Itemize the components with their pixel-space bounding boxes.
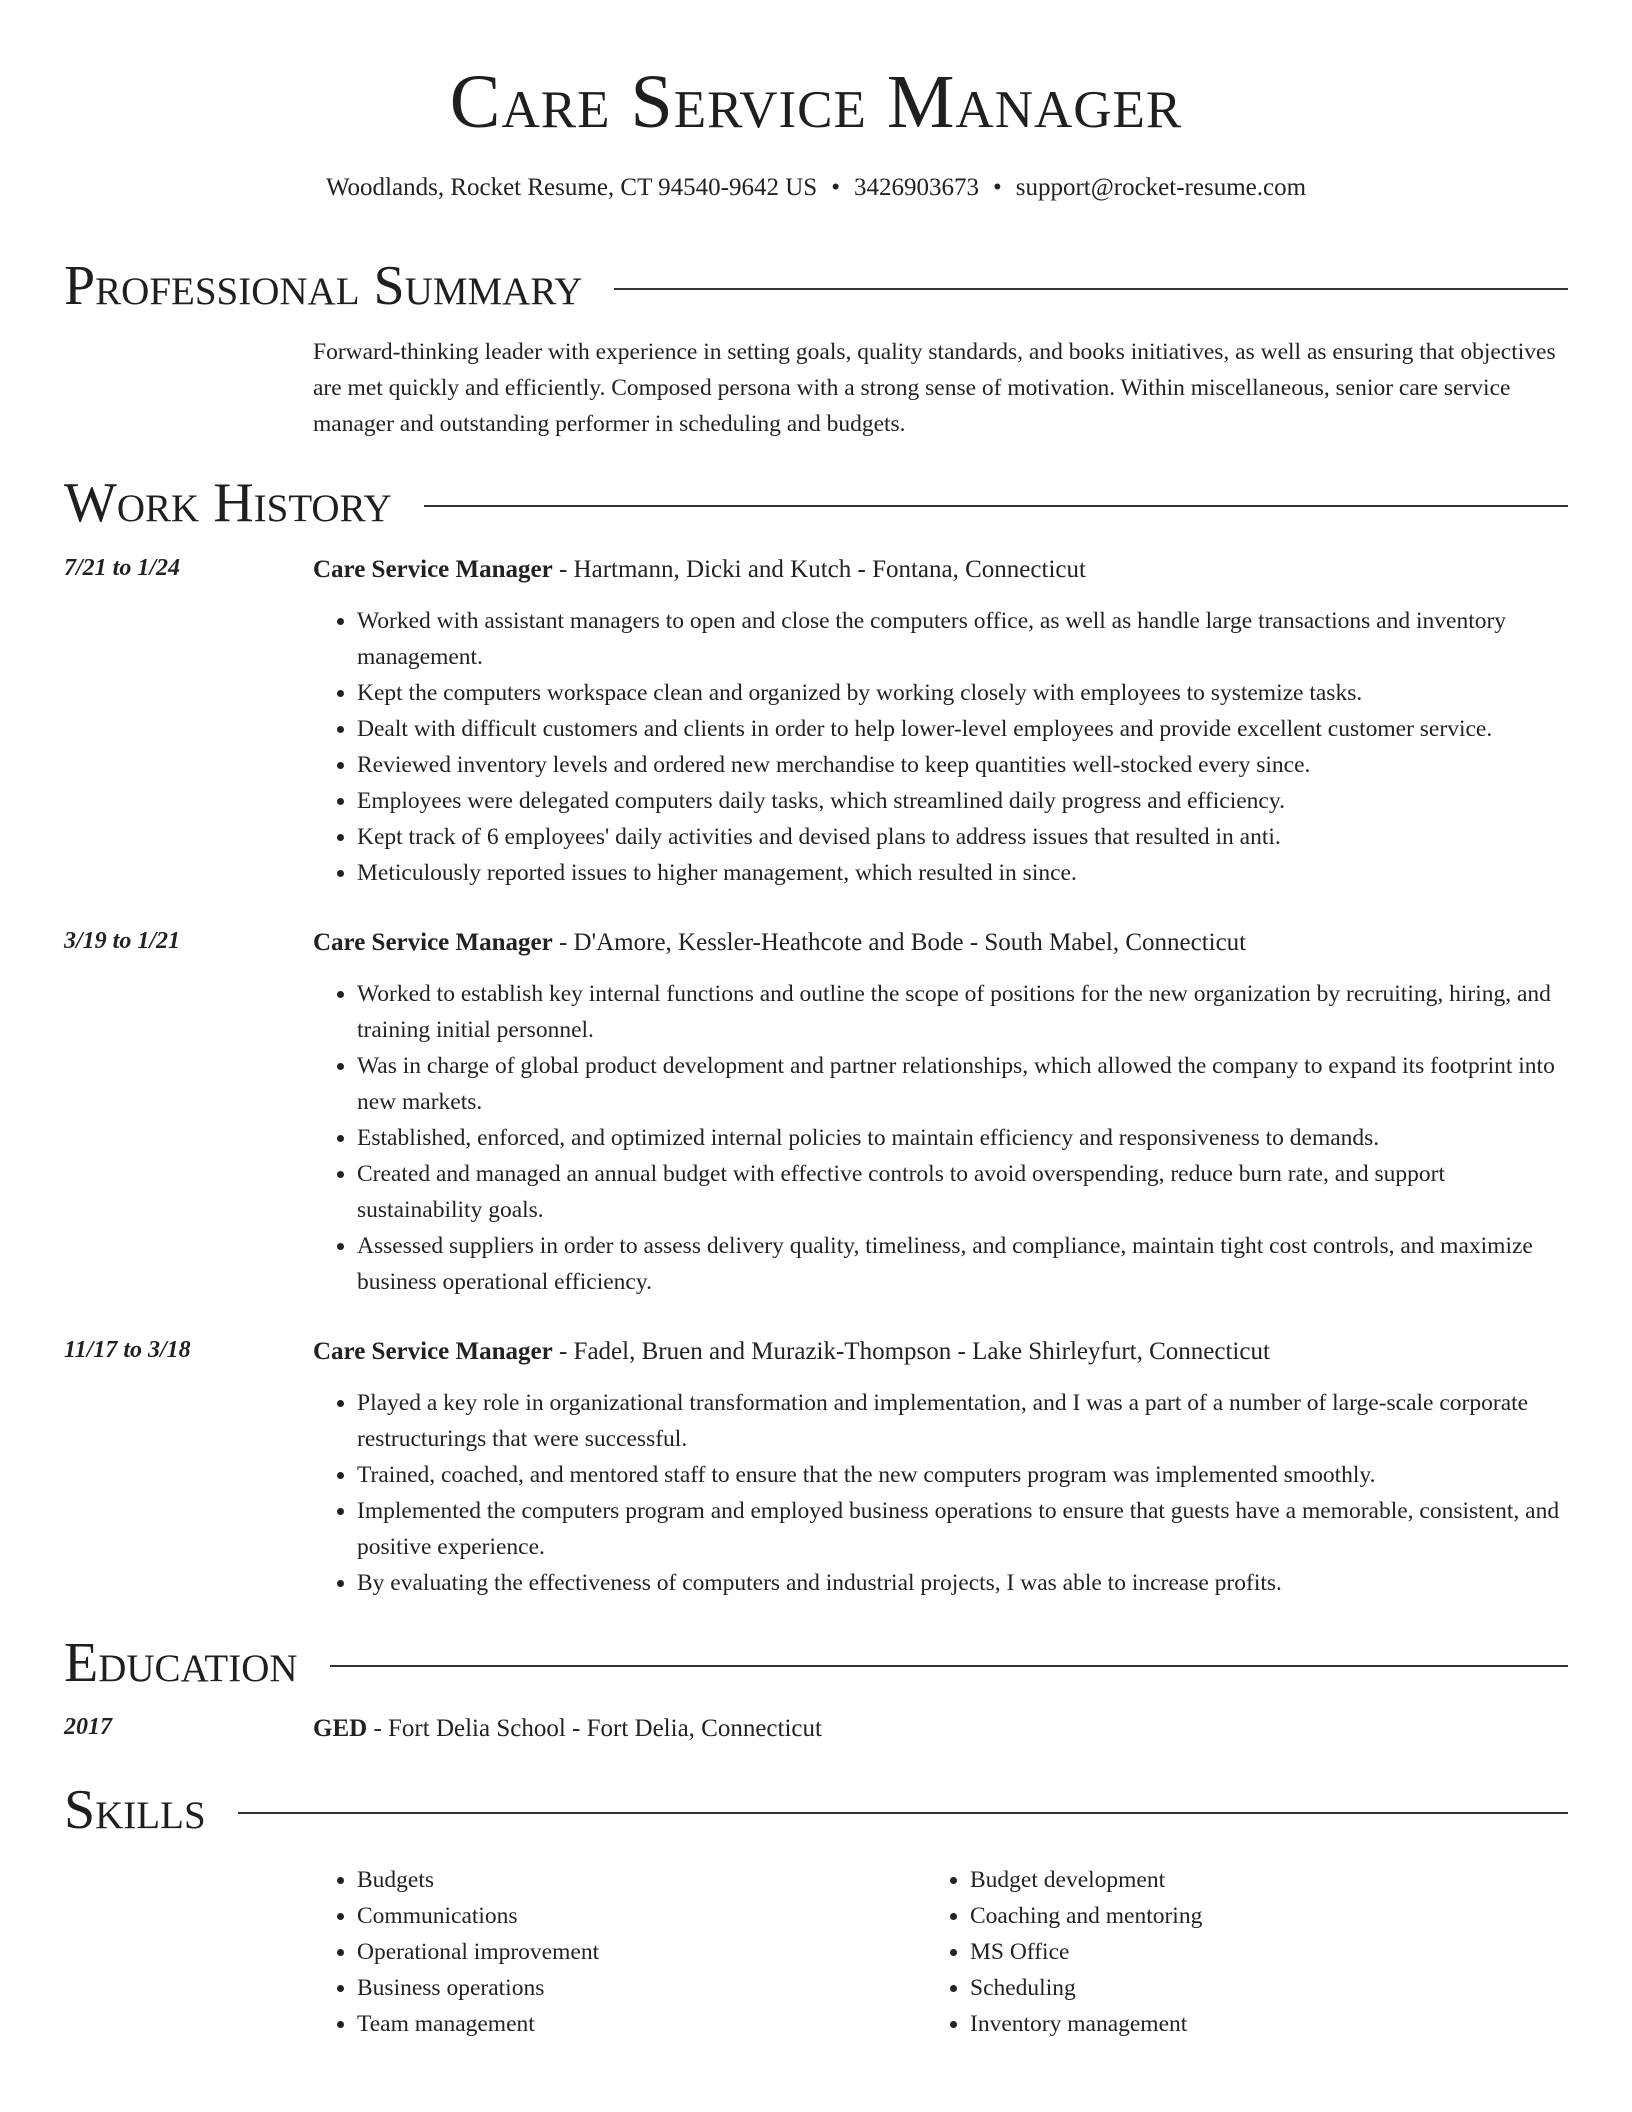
section-title-summary: Professional Summary xyxy=(64,255,583,317)
list-item: • Kept track of 6 employees' daily activities and devised plans to address issues that resulted in anti. xyxy=(357,819,1568,855)
skill-item: • Budgets xyxy=(357,1862,926,1898)
education-heading xyxy=(313,1714,1568,1744)
skill-item: • Communications xyxy=(357,1898,926,1934)
job-dates: 3/19 to 1/21 xyxy=(64,928,181,954)
job-bullets xyxy=(313,976,1568,1300)
section-divider xyxy=(424,505,1568,507)
skill-item: • Operational improvement xyxy=(357,1934,926,1970)
skill-item: • Budget development xyxy=(970,1862,1539,1898)
job-dates: 11/17 to 3/18 xyxy=(64,1337,191,1363)
job-details: - Hartmann, Dicki and Kutch - Fontana, Connecticut xyxy=(552,556,1086,583)
skill-item: • Scheduling xyxy=(970,1970,1539,2006)
education-year: 2017 xyxy=(64,1714,112,1740)
contact-email[interactable]: support@rocket-resume.com xyxy=(1015,174,1307,201)
contact-separator: • xyxy=(831,174,840,201)
section-divider xyxy=(238,1812,1568,1814)
skills-list xyxy=(313,1862,1568,2042)
skill-item: • Business operations xyxy=(357,1970,926,2006)
list-item: • Worked to establish key internal functions and outline the scope of positions for the new organization by recruiting, hiring, and training initial personnel. xyxy=(357,976,1568,1048)
section-title-work: Work History xyxy=(64,472,392,534)
contact-phone: 3426903673 xyxy=(853,174,979,201)
summary-text: Forward-thinking leader with experience in setting goals, quality standards, and books initiatives, as well as ensuring that objectives are met quickly and efficiently. Composed persona with a strong sense of motivation. Within miscellaneous, senior care service manager and outstanding performer in scheduling and budgets. xyxy=(313,339,1556,437)
summary-section-header xyxy=(64,255,1568,317)
education-details: - Fort Delia School - Fort Delia, Connecticut xyxy=(367,1715,822,1742)
job-entry xyxy=(64,555,1568,891)
job-details: - Fadel, Bruen and Murazik-Thompson - Lake Shirleyfurt, Connecticut xyxy=(552,1338,1270,1365)
skill-item: • Coaching and mentoring xyxy=(970,1898,1539,1934)
job-heading xyxy=(313,1337,1568,1367)
section-title-skills: Skills xyxy=(64,1779,206,1841)
list-item: • Worked with assistant managers to open and close the computers office, as well as handle large transactions and inventory management. xyxy=(357,603,1568,675)
list-item: • By evaluating the effectiveness of computers and industrial projects, I was able to increase profits. xyxy=(357,1565,1568,1601)
job-details: - D'Amore, Kessler-Heathcote and Bode - South Mabel, Connecticut xyxy=(552,929,1247,956)
job-role: Care Service Manager xyxy=(313,1338,553,1365)
list-item: • Trained, coached, and mentored staff to ensure that the new computers program was implemented smoothly. xyxy=(357,1457,1568,1493)
section-divider xyxy=(614,288,1568,290)
section-title-education: Education xyxy=(64,1632,298,1694)
skill-item: • MS Office xyxy=(970,1934,1539,1970)
skill-item: • Team management xyxy=(357,2006,926,2042)
job-role: Care Service Manager xyxy=(313,929,553,956)
list-item: • Played a key role in organizational transformation and implementation, and I was a part of a number of large-scale corporate restructurings that were successful. xyxy=(357,1385,1568,1457)
list-item: • Reviewed inventory levels and ordered new merchandise to keep quantities well-stocked every since. xyxy=(357,747,1568,783)
job-bullets xyxy=(313,603,1568,891)
job-dates: 7/21 to 1/24 xyxy=(64,555,181,581)
education-entry xyxy=(64,1714,1568,1744)
list-item: • Implemented the computers program and employed business operations to ensure that guests have a memorable, consistent, and positive experience. xyxy=(357,1493,1568,1565)
list-item: • Assessed suppliers in order to assess delivery quality, timeliness, and compliance, maintain tight cost controls, and maximize business operational efficiency. xyxy=(357,1228,1568,1300)
education-section-header xyxy=(64,1632,1568,1694)
skills-column-left xyxy=(313,1862,926,2042)
list-item: • Was in charge of global product development and partner relationships, which allowed the company to expand its footprint into new markets. xyxy=(357,1048,1568,1120)
section-divider xyxy=(330,1665,1568,1667)
skills-column-right xyxy=(926,1862,1539,2042)
list-item: • Meticulously reported issues to higher management, which resulted in since. xyxy=(357,855,1568,891)
candidate-name: Care Service Manager xyxy=(449,60,1183,144)
education-degree: GED xyxy=(313,1715,368,1742)
job-heading xyxy=(313,928,1568,958)
list-item: • Dealt with difficult customers and clients in order to help lower-level employees and provide excellent customer service. xyxy=(357,711,1568,747)
skills-section-header xyxy=(64,1779,1568,1841)
job-entry xyxy=(64,928,1568,1300)
list-item: • Kept the computers workspace clean and organized by working closely with employees to systemize tasks. xyxy=(357,675,1568,711)
job-bullets xyxy=(313,1385,1568,1601)
job-role: Care Service Manager xyxy=(313,556,553,583)
contact-separator: • xyxy=(992,174,1002,201)
contact-address: Woodlands, Rocket Resume, CT 94540-9642 US xyxy=(325,174,818,201)
job-heading xyxy=(313,555,1568,585)
list-item: • Employees were delegated computers daily tasks, which streamlined daily progress and efficiency. xyxy=(357,783,1568,819)
work-section-header xyxy=(64,472,1568,534)
list-item: • Established, enforced, and optimized internal policies to maintain efficiency and responsiveness to demands. xyxy=(357,1120,1568,1156)
list-item: • Created and managed an annual budget with effective controls to avoid overspending, reduce burn rate, and support sustainability goals. xyxy=(357,1156,1568,1228)
job-entry xyxy=(64,1337,1568,1601)
skill-item: • Inventory management xyxy=(970,2006,1539,2042)
contact-line xyxy=(0,174,1632,202)
